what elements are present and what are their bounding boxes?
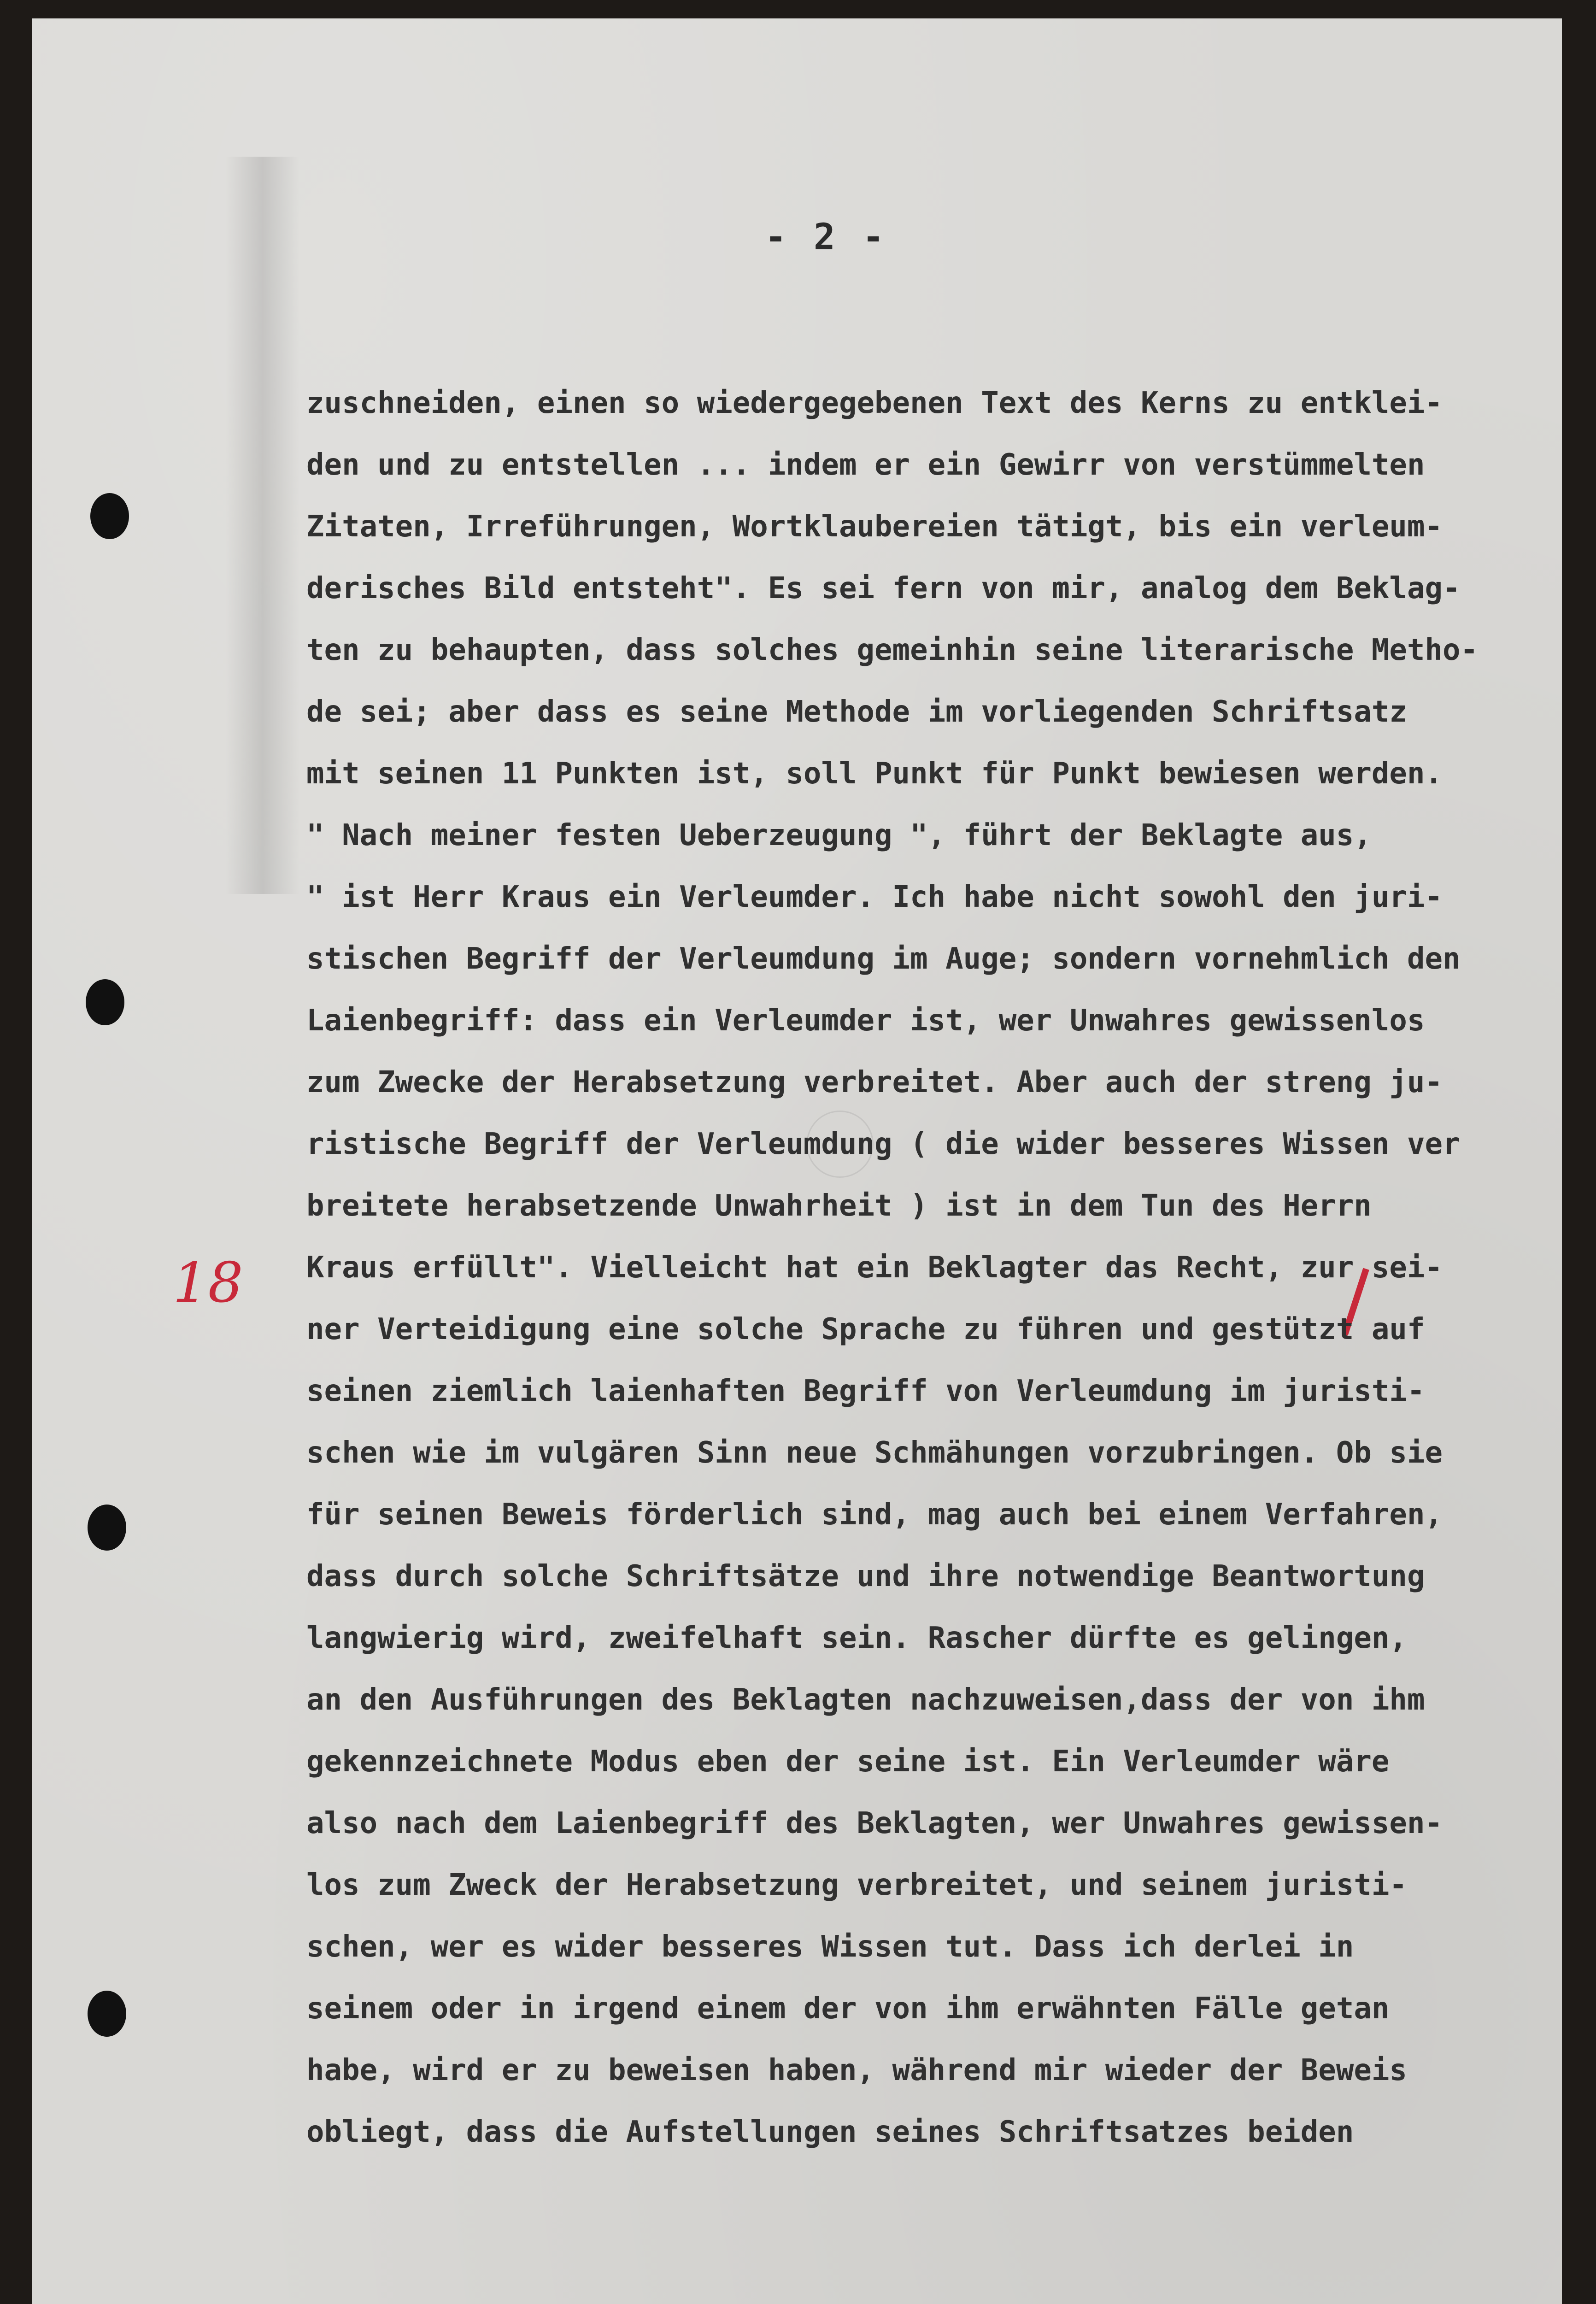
paper-shadow (226, 157, 299, 894)
text-line: zuschneiden, einen so wiedergegebenen Text des Kerns zu entklei- (306, 386, 1443, 420)
margin-annotation: 18 (173, 1251, 243, 1315)
text-line: seinen ziemlich laienhaften Begriff von Verleumdung im juristi- (306, 1374, 1425, 1408)
text-line: schen, wer es wider besseres Wissen tut. Dass ich derlei in (306, 1930, 1354, 1964)
text-line: an den Ausführungen des Beklagten nachzuweisen,dass der von ihm (306, 1683, 1425, 1717)
text-line: zum Zwecke der Herabsetzung verbreitet. Aber auch der streng ju- (306, 1065, 1443, 1099)
text-line: ner Verteidigung eine solche Sprache zu führen und gestützt auf (306, 1312, 1425, 1346)
text-line: ristische Begriff der Verleumdung ( die wider besseres Wissen ver (306, 1127, 1461, 1161)
punch-hole-1 (90, 493, 129, 539)
text-line: für seinen Beweis förderlich sind, mag auch bei einem Verfahren, (306, 1498, 1443, 1532)
typed-body-text (306, 372, 1541, 2163)
punch-hole-4 (88, 1991, 126, 2037)
text-line: obliegt, dass die Aufstellungen seines Schriftsatzes beiden (306, 2115, 1354, 2149)
text-line: de sei; aber dass es seine Methode im vorliegenden Schriftsatz (306, 695, 1407, 729)
text-line: Zitaten, Irreführungen, Wortklaubereien tätigt, bis ein verleum- (306, 510, 1443, 544)
text-line: ten zu behaupten, dass solches gemeinhin seine literarische Metho- (306, 633, 1479, 667)
page-number: - 2 - (765, 217, 887, 258)
punch-hole-2 (86, 979, 124, 1025)
text-line: den und zu entstellen ... indem er ein Gewirr von verstümmelten (306, 448, 1425, 482)
text-line: schen wie im vulgären Sinn neue Schmähungen vorzubringen. Ob sie (306, 1436, 1443, 1470)
text-line: derisches Bild entsteht". Es sei fern von mir, analog dem Beklag- (306, 571, 1461, 605)
text-line: los zum Zweck der Herabsetzung verbreitet, und seinem juristi- (306, 1868, 1407, 1902)
text-line: langwierig wird, zweifelhaft sein. Rascher dürfte es gelingen, (306, 1621, 1407, 1655)
text-line: " Nach meiner festen Ueberzeugung ", führt der Beklagte aus, (306, 818, 1372, 852)
text-line: habe, wird er zu beweisen haben, während mir wieder der Beweis (306, 2053, 1407, 2087)
punch-hole-3 (88, 1505, 126, 1551)
text-line: breitete herabsetzende Unwahrheit ) ist in dem Tun des Herrn (306, 1189, 1372, 1223)
text-line: also nach dem Laienbegriff des Beklagten, wer Unwahres gewissen- (306, 1806, 1443, 1840)
text-line: stischen Begriff der Verleumdung im Auge; sondern vornehmlich den (306, 942, 1461, 976)
text-line: Laienbegriff: dass ein Verleumder ist, wer Unwahres gewissenlos (306, 1004, 1425, 1038)
text-line: dass durch solche Schriftsätze und ihre notwendige Beantwortung (306, 1559, 1425, 1593)
text-line: " ist Herr Kraus ein Verleumder. Ich habe nicht sowohl den juri- (306, 880, 1443, 914)
text-line: mit seinen 11 Punkten ist, soll Punkt für Punkt bewiesen werden. (306, 757, 1443, 791)
text-line: seinem oder in irgend einem der von ihm erwähnten Fälle getan (306, 1992, 1390, 2026)
text-line: Kraus erfüllt". Vielleicht hat ein Beklagter das Recht, zur sei- (306, 1251, 1443, 1285)
text-line: gekennzeichnete Modus eben der seine ist. Ein Verleumder wäre (306, 1745, 1390, 1779)
